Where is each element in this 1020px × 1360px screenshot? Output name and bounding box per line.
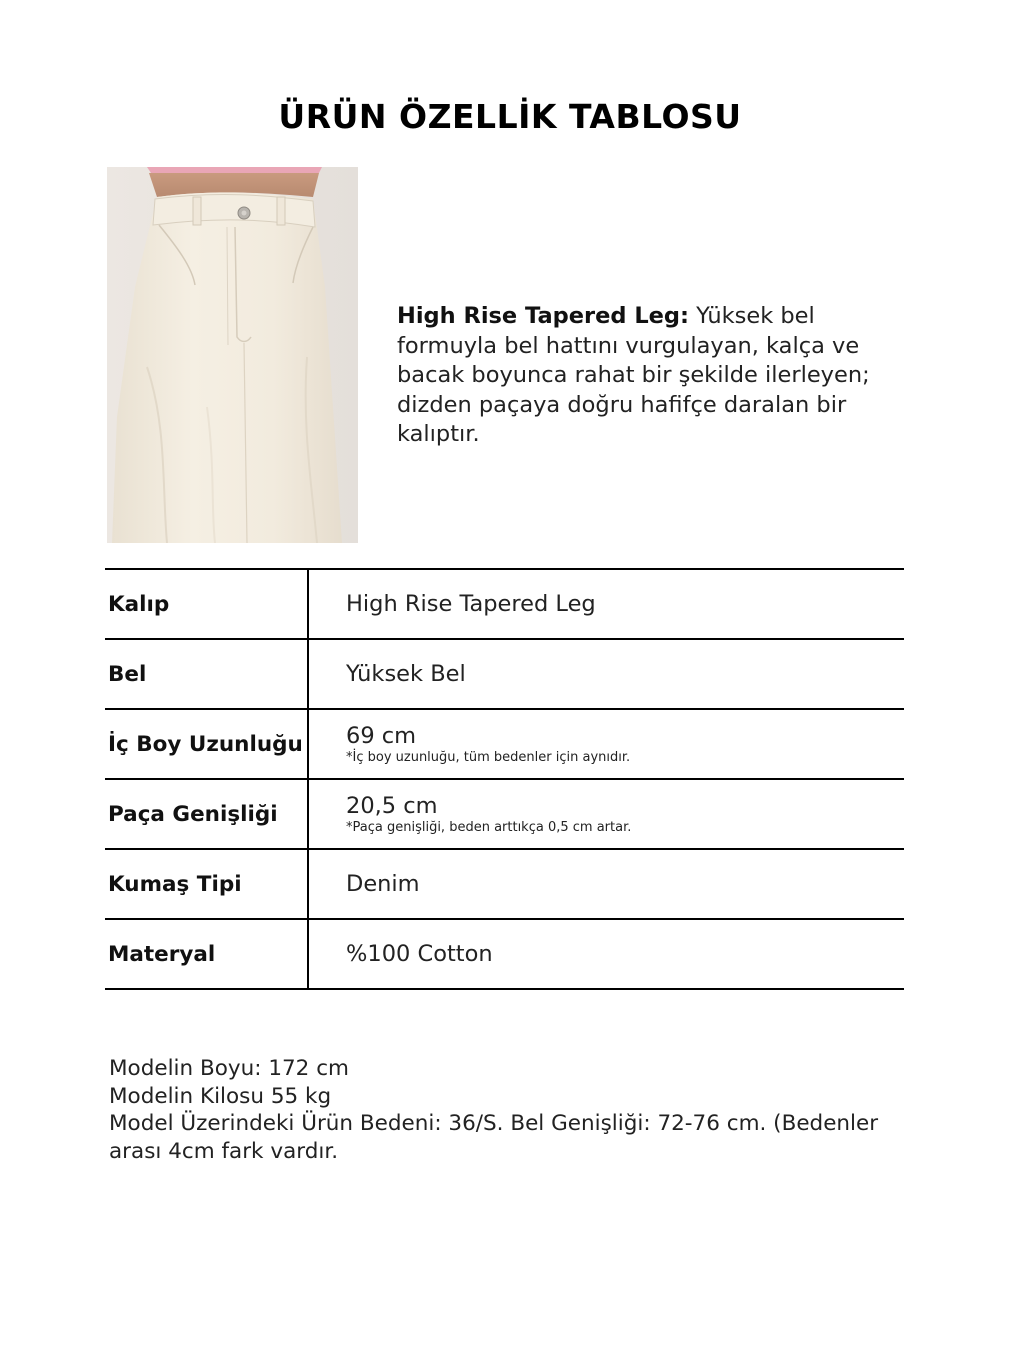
spec-value-cell: [346, 780, 631, 848]
spec-row-bel: [105, 640, 904, 710]
spec-label: İç Boy Uzunluğu: [108, 731, 303, 757]
column-divider: [307, 850, 309, 918]
spec-row-materyal: [105, 920, 904, 990]
model-info: [109, 1055, 899, 1165]
model-height: Modelin Boyu: 172 cm: [109, 1056, 349, 1081]
spec-label: Paça Genişliği: [108, 801, 278, 827]
spec-row-kalip: [105, 570, 904, 640]
spec-note: *İç boy uzunluğu, tüm bedenler için aynıdır.: [346, 750, 631, 765]
spec-label: Materyal: [108, 941, 216, 967]
spec-value-cell: [346, 850, 420, 918]
fit-description: [397, 302, 917, 450]
spec-value-cell: [346, 570, 596, 638]
spec-label: Bel: [108, 661, 147, 687]
product-photo: [107, 167, 358, 543]
fit-description-text: Yüksek bel formuyla bel hattını vurgulayan, kalça ve bacak boyunca rahat bir şekilde ilerleyen; dizden paçaya doğru hafifçe daralan bir kalıptır.: [397, 303, 870, 447]
spec-row-ic-boy: [105, 710, 904, 780]
fit-description-label: High Rise Tapered Leg:: [397, 303, 690, 329]
spec-value-cell: [346, 710, 630, 778]
column-divider: [307, 570, 309, 638]
column-divider: [307, 780, 309, 848]
spec-note: *Paça genişliği, beden arttıkça 0,5 cm artar.: [346, 820, 632, 835]
spec-value: 20,5 cm: [346, 793, 438, 819]
spec-label: Kumaş Tipi: [108, 871, 242, 897]
spec-value-cell: [346, 640, 466, 708]
spec-label: Kalıp: [108, 591, 170, 617]
model-size: Model Üzerindeki Ürün Bedeni: 36/S. Bel Genişliği: 72-76 cm. (Bedenler arası 4cm fark vardır.: [109, 1111, 879, 1164]
model-weight: Modelin Kilosu 55 kg: [109, 1083, 332, 1109]
page-title: ÜRÜN ÖZELLİK TABLOSU: [278, 97, 742, 136]
column-divider: [307, 920, 309, 988]
spec-table: [105, 568, 904, 990]
column-divider: [307, 640, 309, 708]
spec-row-paca: [105, 780, 904, 850]
spec-value-cell: [346, 920, 493, 988]
spec-value: Yüksek Bel: [346, 661, 466, 687]
spec-value: 69 cm: [346, 723, 417, 749]
spec-value: %100 Cotton: [346, 941, 493, 967]
spec-value: Denim: [346, 871, 420, 897]
spec-value: High Rise Tapered Leg: [346, 591, 596, 617]
column-divider: [307, 710, 309, 778]
spec-row-kumas: [105, 850, 904, 920]
